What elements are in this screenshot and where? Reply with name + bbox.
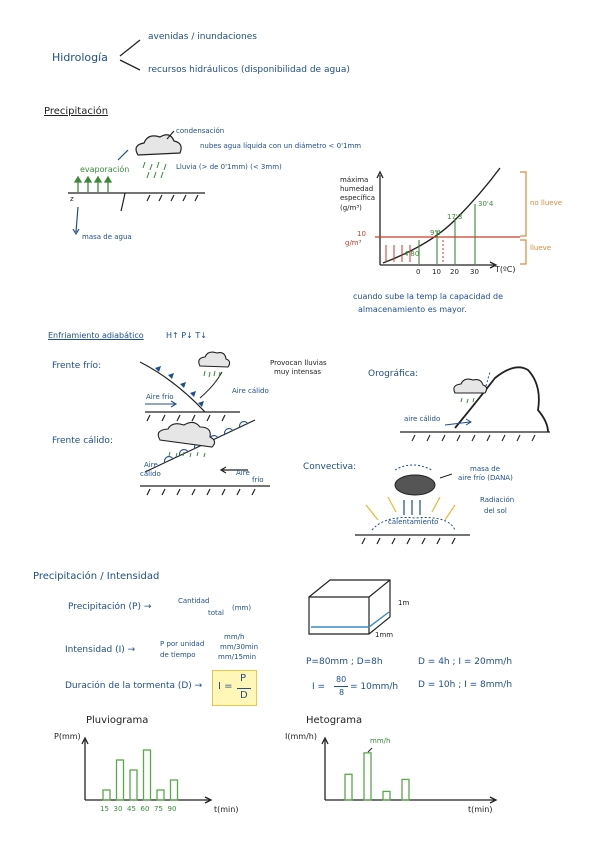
convective-label: Convectiva: [303, 462, 357, 472]
humidity-ylabel-3: específica [340, 194, 376, 202]
def-int-val-1: P por unidad [160, 640, 205, 648]
def-precip: Precipitación (P) → [68, 602, 152, 612]
value-30-4: 30'4 [478, 200, 494, 208]
no-rain-label: no llueve [530, 199, 563, 207]
hetograma-bar-2 [364, 753, 371, 800]
pluviograma-ylabel: P(mm) [54, 732, 81, 741]
def-precip-val-2: total [208, 609, 225, 617]
pluviograma-tick-30: 30 [113, 805, 123, 813]
adiabatic-arrows: H↑ P↓ T↓ [166, 331, 207, 340]
def-precip-val-1: Cantidad [178, 597, 210, 605]
pluviograma-bar-5 [157, 790, 164, 800]
cold-front-label: Frente frío: [52, 361, 102, 371]
hydrology-branch-line-2 [120, 60, 140, 70]
rain-label-graph: llueve [530, 244, 552, 252]
warm-air-label: Aire cálido [232, 387, 269, 395]
pluviograma-title: Pluviograma [86, 715, 149, 726]
value-4-80: 4'80 [404, 250, 420, 258]
value-17-3: 17'3 [447, 213, 463, 221]
precipitation-heading: Precipitación [44, 106, 109, 117]
pluviograma-bars [103, 750, 178, 800]
example-1: P=80mm ; D=8h [306, 657, 383, 667]
hydrology-branch-line-1 [120, 40, 140, 56]
example-2-pre: I = [312, 682, 326, 692]
dana-cloud-icon [395, 475, 435, 495]
condensation-label: condensación [176, 127, 225, 135]
hydrology-branch-resources: recursos hidráulicos (disponibilidad de agua) [148, 65, 350, 75]
warm-air-2-line-2: cálido [140, 470, 161, 478]
cold-air-2-line-1: Aire [236, 469, 250, 477]
humidity-ylabel-2: humedad [340, 185, 374, 193]
pluviograma-bar-6 [171, 780, 178, 800]
formula-fraction-bar [237, 688, 251, 689]
precip-ground [68, 193, 205, 211]
xtick-0: 0 [416, 268, 421, 276]
heavy-rain-line-1: Provocan lluvias [270, 359, 327, 367]
cold-mass-line-2: aire frío (DANA) [458, 474, 513, 482]
def-int-val-2: de tiempo [160, 651, 196, 659]
value-9-4: 9'4 [430, 229, 441, 237]
pluviograma-xlabel: t(min) [214, 805, 239, 814]
hetograma-bar-1 [345, 774, 352, 800]
xtick-20: 20 [450, 268, 459, 276]
z-label: z [70, 195, 74, 203]
def-precip-unit: (mm) [232, 604, 252, 612]
pluviograma-tick-15: 15 [100, 805, 109, 813]
radiation-line-1: Radiación [480, 496, 515, 504]
orographic-label: Orográfica: [368, 369, 419, 379]
cold-air-label: Aire frío [146, 393, 174, 401]
example-3: D = 4h ; I = 20mm/h [418, 657, 513, 667]
mountain-sketch [400, 367, 550, 441]
pluviograma-bar-4 [144, 750, 151, 800]
hydrology-title: Hidrología [52, 51, 108, 64]
humidity-note-line-2: almacenamiento es mayor. [358, 305, 467, 314]
humidity-ylabel-1: máxima [340, 176, 369, 184]
pluviograma-bar-2 [117, 760, 124, 800]
humidity-note-line-1: cuando sube la temp la capacidad de [353, 292, 504, 301]
intensity-heading: Precipitación / Intensidad [33, 571, 160, 582]
formula-numerator: P [240, 673, 247, 684]
unit-mm-15min: mm/15min [218, 653, 257, 661]
humidity-ylabel-4: (g/m³) [340, 204, 362, 212]
hydrology-branch-floods: avenidas / inundaciones [148, 32, 257, 42]
unit-mm-30min: mm/30min [220, 643, 259, 651]
xtick-10: 10 [432, 268, 441, 276]
convective-sketch [355, 535, 470, 544]
orographic-cloud-icon [454, 379, 487, 403]
cube-1mm: 1mm [375, 631, 394, 639]
cold-air-2-line-2: frío [252, 476, 264, 484]
pluviograma-tick-75: 75 [154, 805, 163, 813]
hetograma-bar-4 [402, 779, 409, 800]
evap-to-cloud-arrow [118, 150, 128, 160]
warm-air-3-label: aire cálido [404, 415, 441, 423]
rain-brackets [520, 172, 526, 264]
rain-cube-icon [309, 580, 390, 634]
hetograma-xlabel: t(min) [468, 805, 493, 814]
hetograma-ylabel: I(mm/h) [285, 732, 317, 741]
pluviograma-bar-1 [103, 790, 110, 800]
xtick-30: 30 [470, 268, 479, 276]
hetograma-title: Hetograma [306, 715, 363, 726]
threshold-unit: g/m³ [345, 239, 362, 247]
rain-label: Lluvia (> de 0'1mm) (< 3mm) [176, 163, 282, 171]
hetograma-bar-3 [383, 791, 390, 800]
example-2-fraction-bar [334, 686, 348, 687]
hetograma-annotation: mm/h [370, 737, 391, 745]
pluviograma-tick-90: 90 [167, 805, 177, 813]
water-mass-arrow [73, 207, 79, 234]
example-2-num: 80 [336, 675, 347, 684]
example-4: D = 10h ; I = 8mm/h [418, 680, 513, 690]
convective-up-arrows [404, 500, 420, 515]
pluviograma-tick-45: 45 [127, 805, 136, 813]
unit-mm-h: mm/h [224, 633, 245, 641]
evaporation-label: evaporación [80, 165, 130, 174]
sun-rays [366, 497, 455, 520]
water-mass-label: masa de agua [82, 233, 132, 241]
adiabatic-heading: Enfriamiento adiabático [48, 331, 144, 340]
heavy-rain-line-2: muy intensas [274, 368, 322, 376]
clouds-label: nubes agua líquida con un diámetro < 0'1mm [200, 142, 362, 150]
radiation-line-2: del sol [484, 507, 507, 515]
formula-i: I = [218, 681, 233, 692]
example-2-den: 8 [339, 688, 345, 697]
warm-air-2-line-1: Aire [144, 461, 158, 469]
def-duration: Duración de la tormenta (D) → [65, 681, 203, 691]
pluviograma-bar-3 [130, 770, 137, 800]
heating-label: calentamiento [388, 518, 439, 526]
humidity-xlabel: T(ºC) [495, 265, 516, 274]
cold-front-cloud-icon [199, 352, 230, 377]
cube-1m: 1m [398, 599, 410, 607]
saturation-curve [383, 168, 500, 263]
formula-denominator: D [240, 690, 248, 701]
def-intensity: Intensidad (I) → [65, 645, 136, 655]
pluviograma-tick-60: 60 [140, 805, 150, 813]
evaporation-arrows [75, 177, 111, 192]
pluviograma-axes [82, 738, 211, 803]
example-2-post: = 10mm/h [350, 682, 399, 692]
threshold-value: 10 [357, 230, 366, 238]
cloud-icon [136, 135, 181, 178]
formula-box [212, 670, 257, 706]
cold-front-sketch [140, 362, 240, 421]
warm-front-label: Frente cálido: [52, 436, 113, 446]
cold-mass-line-1: masa de [470, 465, 501, 473]
hetograma-bars [345, 753, 409, 800]
